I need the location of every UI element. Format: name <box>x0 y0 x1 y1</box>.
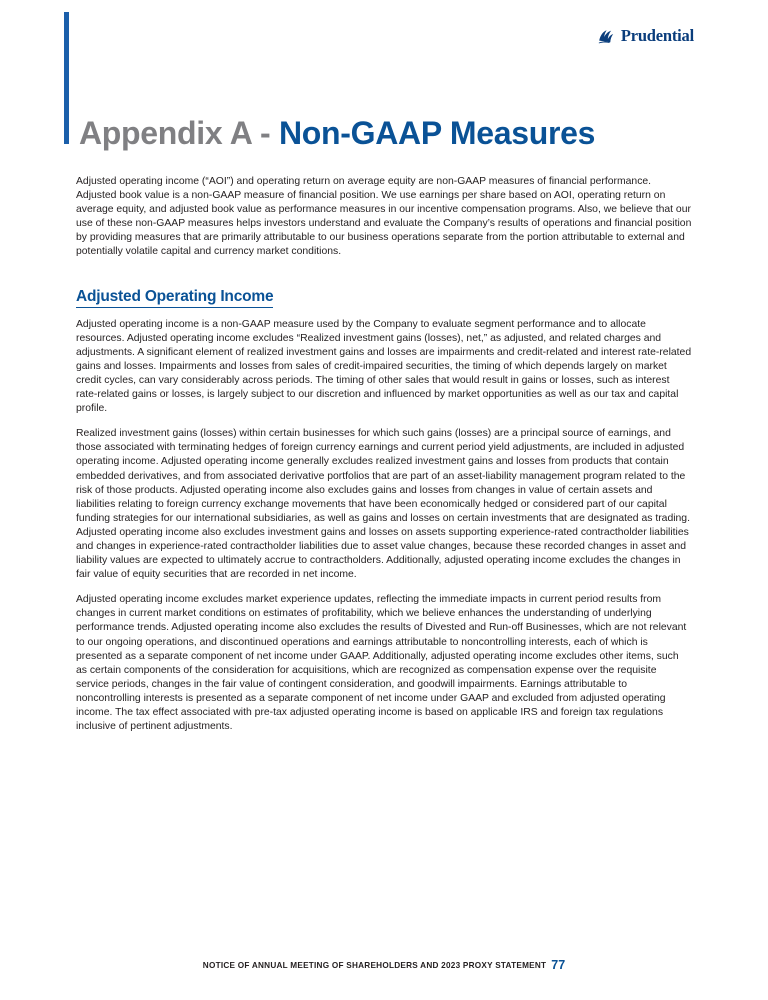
section-paragraph-1: Adjusted operating income is a non-GAAP measure used by the Company to evaluate segment performance and to allocate resources. Adjusted operating income excludes “Realized investment gains (losses), net,” as adjusted, and related charges and adjustments. A significant element of realized investment gains and losses are impairments and credit-related and interest rate-related gains and losses. Impairments and losses from sales of credit-impaired securities, the timing of which depends largely on market credit cycles, can vary considerably across periods. The timing of other sales that would result in gains or losses, such as interest rate-related gains or losses, is largely subject to our discretion and influenced by market opportunities as well as our tax and capital profile. <box>76 318 692 415</box>
section-paragraph-3: Adjusted operating income excludes market experience updates, reflecting the immediate impacts in current period results from changes in current market conditions on estimates of profitability, which we believe enhances the understanding of underlying performance trends. Adjusted operating income also excludes the results of Divested and Run-off Businesses, which are not relevant to our ongoing operations, and discontinued operations and earnings attributable to noncontrolling interests, each of which is presented as a separate component of net income under GAAP. Additionally, adjusted operating income excludes other items, such as certain components of the consideration for acquisitions, which are recognized as compensation expense over the requisite service periods, changes in the fair value of contingent consideration, and goodwill impairments. Earnings attributable to noncontrolling interests is presented as a separate component of net income under GAAP and excluded from adjusted operating income. The tax effect associated with pre-tax adjusted operating income is based on applicable IRS and foreign tax regulations inclusive of pertinent adjustments. <box>76 594 687 733</box>
title-accent-rule <box>64 12 69 144</box>
footer-text: NOTICE OF ANNUAL MEETING OF SHAREHOLDERS AND 2023 PROXY STATEMENT <box>202 961 547 970</box>
brand-name: Prudential <box>620 26 694 45</box>
page-title-highlight: Non-GAAP Measures <box>278 115 596 152</box>
section-heading-adjusted-operating-income: Adjusted Operating Income <box>76 288 273 308</box>
page-footer <box>0 955 768 973</box>
prudential-rock-icon <box>598 28 615 45</box>
section-paragraph-2: Realized investment gains (losses) within certain businesses for which such gains (losses) are a principal source of earnings, and those associated with terminating hedges of foreign currency earnings and current period yield adjustments, are included in adjusted operating income. Adjusted operating income generally excludes realized investment gains and losses from products that contain embedded derivatives, and from associated derivative portfolios that are part of an asset-liability management program related to the risk of those products. Adjusted operating income also excludes gains and losses from changes in value of certain assets and liabilities relating to foreign currency exchange movements that have been economically hedged or considered part of our capital funding strategies for our international subsidiaries, as well as gains and losses on certain investments that are designated as trading. Adjusted operating income also excludes investment gains and losses on assets supporting experience-rated contractholder liabilities and changes in experience-rated contractholder liabilities due to asset value changes, because these recorded changes in asset and liability values are expected to ultimately accrue to contractholders. Additionally, adjusted operating income excludes the changes in fair value of equity securities that are recorded in net income. <box>76 428 690 581</box>
intro-paragraph: Adjusted operating income (“AOI”) and operating return on average equity are non-GAAP measures of financial performance. Adjusted book value is a non-GAAP measure of financial position. We use earnings per share based on AOI, operating return on average equity, and adjusted book value as performance measures in our incentive compensation programs. Also, we believe that our use of these non-GAAP measures helps investors understand and evaluate the Company’s results of operations and financial position by providing measures that are primarily attributable to our business operations separate from the portion attributable to external and potentially volatile capital and currency market conditions. <box>76 176 692 258</box>
page-title <box>79 115 595 152</box>
page-title-prefix: Appendix A - <box>79 115 279 152</box>
footer-page-number: 77 <box>551 958 566 972</box>
section-heading-wrap <box>76 271 692 315</box>
document-body <box>76 175 692 745</box>
brand-logo <box>598 26 694 46</box>
